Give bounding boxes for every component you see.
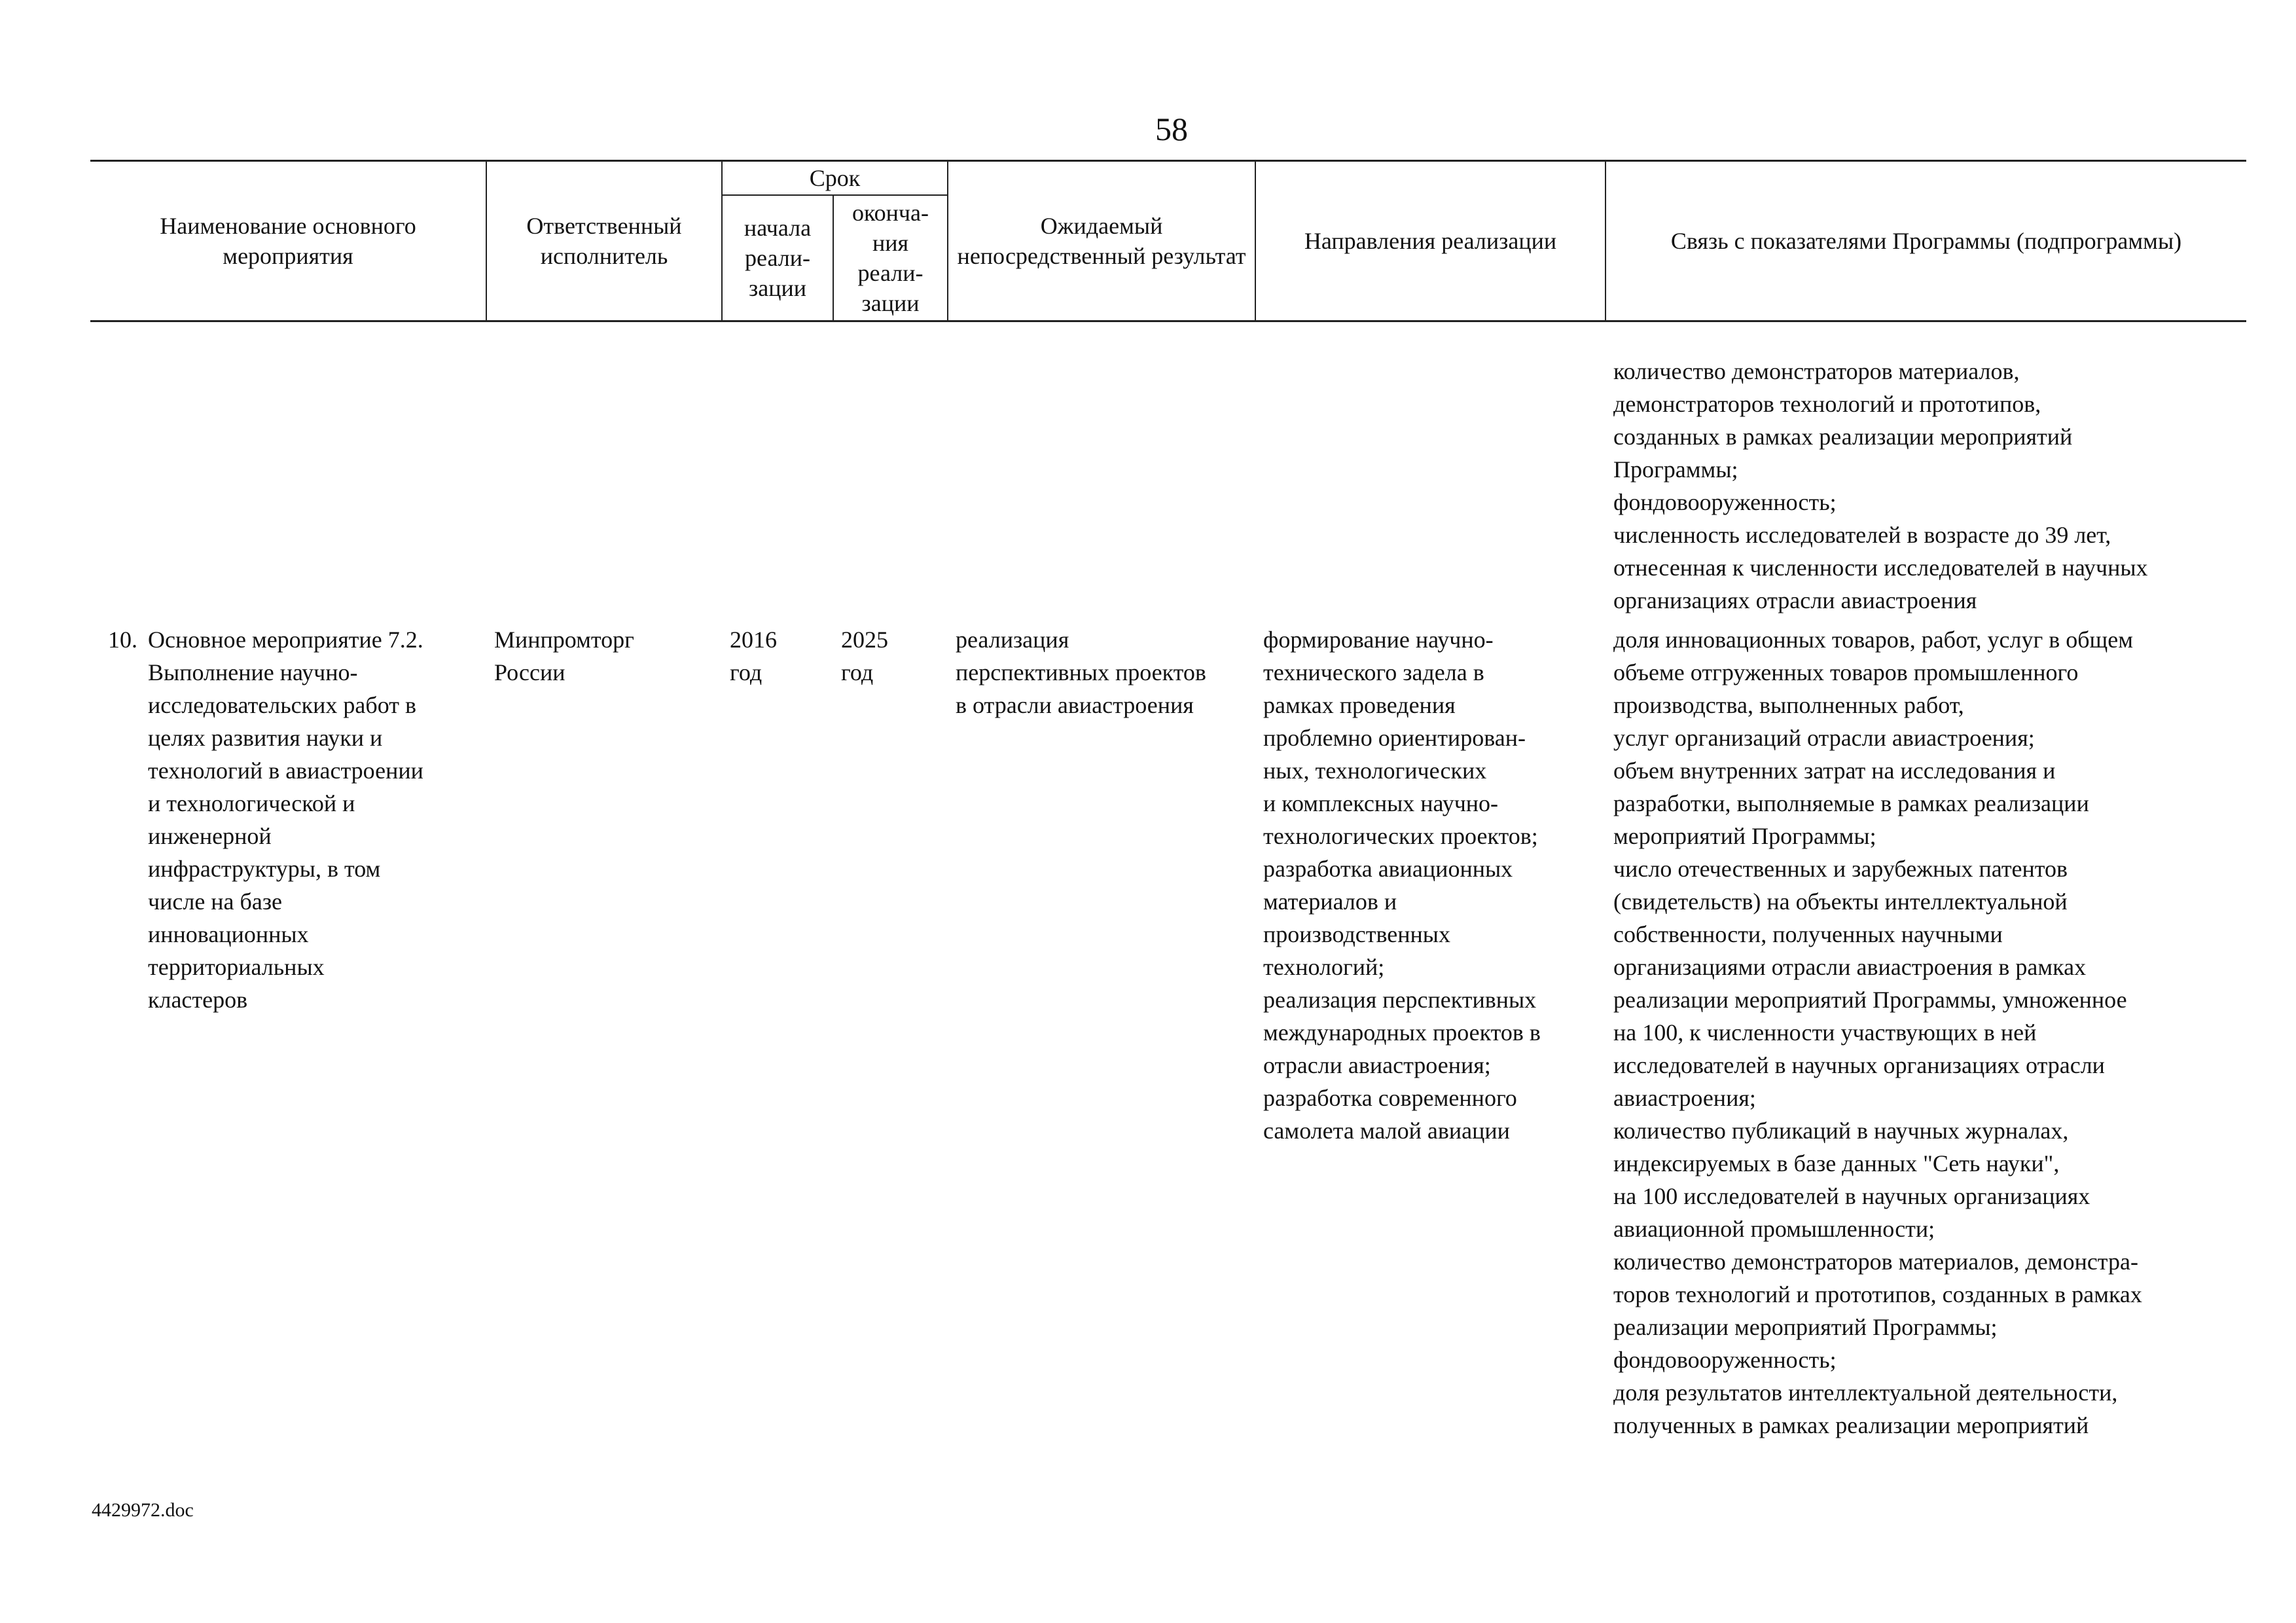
text-line: Выполнение научно-: [148, 659, 358, 685]
row-number: 10.: [108, 627, 137, 653]
text-line: исследовательских работ в: [148, 692, 416, 718]
text-line: рамках проведения: [1263, 692, 1456, 718]
responsible-cell: [486, 623, 722, 1442]
text-line: самолета малой авиации: [1263, 1118, 1510, 1144]
text-line: индексируемых в базе данных "Сеть науки",: [1613, 1150, 2060, 1176]
text-line: международных проектов в: [1263, 1019, 1541, 1046]
text-line: инновационных: [148, 921, 309, 947]
text-line: и технологической и: [148, 790, 355, 816]
text-line: Программы;: [1613, 456, 1738, 483]
text-line: технологий;: [1263, 954, 1385, 980]
text-line: инженерной: [148, 823, 272, 849]
text-line: торов технологий и прототипов, созданных в рамках: [1613, 1281, 2142, 1307]
table-row: [90, 623, 2246, 1442]
text-line: созданных в рамках реализации мероприятий: [1613, 424, 2073, 450]
text-line: реализации мероприятий Программы;: [1613, 1314, 1998, 1340]
document-filename: 4429972.doc: [92, 1499, 194, 1521]
text-line: территориальных: [148, 954, 325, 980]
text-line: доля результатов интеллектуальной деятельности,: [1613, 1379, 2118, 1406]
text-line: услуг организаций отрасли авиастроения;: [1613, 725, 2035, 751]
text-line: технического задела в: [1263, 659, 1484, 685]
text-line: России: [494, 659, 565, 685]
activity-name-cell: [90, 623, 486, 1442]
program-link-cell: [1605, 623, 2246, 1442]
text-line: материалов и: [1263, 888, 1397, 915]
text-line: Основное мероприятие 7.2.: [148, 627, 423, 653]
page-number: 58: [1155, 111, 1188, 147]
text-line: разработки, выполняемые в рамках реализации: [1613, 790, 2089, 816]
text-line: доля инновационных товаров, работ, услуг в общем: [1613, 627, 2134, 653]
text-line: численность исследователей в возрасте до 39 лет,: [1613, 522, 2111, 548]
text-line: 2025: [841, 627, 888, 653]
text-line: в отрасли авиастроения: [956, 692, 1194, 718]
text-line: целях развития науки и: [148, 725, 383, 751]
text-line: технологий в авиастроении: [148, 757, 423, 784]
text-line: перспективных проектов: [956, 659, 1206, 685]
header-directions: Направления реализации: [1255, 161, 1605, 321]
text-line: год: [841, 659, 874, 685]
text-line: на 100, к численности участвующих в ней: [1613, 1019, 2037, 1046]
text-line: Минпромторг: [494, 627, 634, 653]
text-line: авиационной промышленности;: [1613, 1216, 1935, 1242]
text-line: объеме отгруженных товаров промышленного: [1613, 659, 2079, 685]
text-line: объем внутренних затрат на исследования и: [1613, 757, 2056, 784]
text-line: (свидетельств) на объекты интеллектуальной: [1613, 888, 2068, 915]
text-line: числе на базе: [148, 888, 283, 915]
text-line: демонстраторов технологий и прототипов,: [1613, 391, 2041, 417]
text-line: количество демонстраторов материалов, демонстра-: [1613, 1249, 2138, 1275]
text-line: ных, технологических: [1263, 757, 1487, 784]
text-line: отрасли авиастроения;: [1263, 1052, 1491, 1078]
text-line: разработка авиационных: [1263, 856, 1513, 882]
text-line: фондовооруженность;: [1613, 1347, 1837, 1373]
text-line: исследователей в научных организациях отрасли: [1613, 1052, 2105, 1078]
header-start: начала реали-зации: [722, 195, 833, 321]
text-line: проблемно ориентирован-: [1263, 725, 1526, 751]
text-line: кластеров: [148, 987, 248, 1013]
text-line: мероприятий Программы;: [1613, 823, 1876, 849]
text-line: производственных: [1263, 921, 1450, 947]
text-line: производства, выполненных работ,: [1613, 692, 1964, 718]
text-line: организациями отрасли авиастроения в рамках: [1613, 954, 2087, 980]
text-line: организациях отрасли авиастроения: [1613, 587, 1977, 613]
text-line: реализация: [956, 627, 1069, 653]
continuation-row: [90, 321, 2246, 624]
text-line: количество демонстраторов материалов,: [1613, 358, 2020, 384]
header-term: Срок: [722, 161, 948, 196]
end-year-cell: [833, 623, 948, 1442]
header-end: оконча-ния реали-зации: [833, 195, 948, 321]
text-line: инфраструктуры, в том: [148, 856, 381, 882]
text-line: год: [730, 659, 762, 685]
start-year-cell: [722, 623, 833, 1442]
text-line: формирование научно-: [1263, 627, 1494, 653]
text-line: авиастроения;: [1613, 1085, 1756, 1111]
text-line: число отечественных и зарубежных патентов: [1613, 856, 2068, 882]
header-program-link: Связь с показателями Программы (подпрограммы): [1605, 161, 2246, 321]
expected-result-cell: [948, 623, 1255, 1442]
text-line: на 100 исследователей в научных организациях: [1613, 1183, 2090, 1209]
text-line: отнесенная к численности исследователей в научных: [1613, 555, 2148, 581]
header-expected-result: Ожидаемый непосредственный результат: [948, 161, 1255, 321]
text-line: 2016: [730, 627, 777, 653]
text-line: фондовооруженность;: [1613, 489, 1837, 515]
activities-table: [90, 160, 2246, 1442]
text-line: полученных в рамках реализации мероприятий: [1613, 1412, 2089, 1438]
directions-cell: [1255, 623, 1605, 1442]
continuation-link-cell: [1605, 321, 2246, 624]
header-responsible: Ответственный исполнитель: [486, 161, 722, 321]
header-activity-name: Наименование основного мероприятия: [90, 161, 486, 321]
text-line: и комплексных научно-: [1263, 790, 1499, 816]
text-line: количество публикаций в научных журналах,: [1613, 1118, 2069, 1144]
text-line: реализация перспективных: [1263, 987, 1537, 1013]
text-line: технологических проектов;: [1263, 823, 1538, 849]
text-line: собственности, полученных научными: [1613, 921, 2003, 947]
text-line: разработка современного: [1263, 1085, 1517, 1111]
text-line: реализации мероприятий Программы, умноженное: [1613, 987, 2127, 1013]
